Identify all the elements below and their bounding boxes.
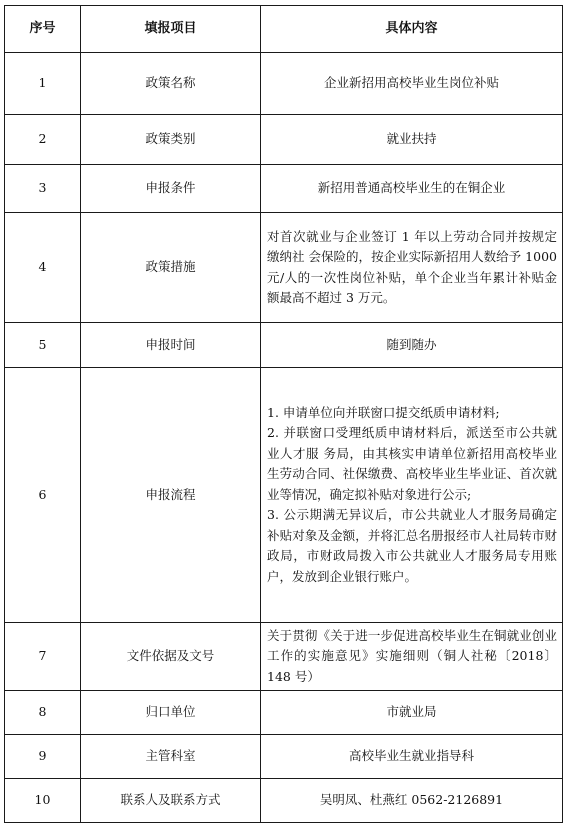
row-content: 高校毕业生就业指导科 — [261, 735, 563, 779]
table-row — [5, 623, 563, 691]
policy-table — [4, 5, 563, 823]
row-number: 8 — [5, 691, 81, 735]
row-item: 归口单位 — [81, 691, 261, 735]
row-content: 随到随办 — [261, 323, 563, 368]
row-number: 6 — [5, 368, 81, 623]
row-content: 对首次就业与企业签订 1 年以上劳动合同并按规定缴纳社 会保险的，按企业实际新招用人数给予 1000 元/人的一次性岗位补贴，单个企业当年累计补贴金额最高不超过 3 万元。 — [261, 213, 563, 323]
table-row — [5, 165, 563, 213]
row-number: 9 — [5, 735, 81, 779]
table-row — [5, 779, 563, 823]
row-content: 吴明凤、杜燕红 0562-2126891 — [261, 779, 563, 823]
row-item: 申报时间 — [81, 323, 261, 368]
row-item: 申报流程 — [81, 368, 261, 623]
header-serial-number: 序号 — [5, 6, 81, 53]
row-number: 1 — [5, 53, 81, 115]
table-header-row — [5, 6, 563, 53]
row-number: 4 — [5, 213, 81, 323]
header-report-item: 填报项目 — [81, 6, 261, 53]
row-item: 政策类别 — [81, 115, 261, 165]
row-item: 主管科室 — [81, 735, 261, 779]
row-content: 就业扶持 — [261, 115, 563, 165]
row-content: 企业新招用高校毕业生岗位补贴 — [261, 53, 563, 115]
row-item: 联系人及联系方式 — [81, 779, 261, 823]
row-number: 5 — [5, 323, 81, 368]
table-row — [5, 323, 563, 368]
row-number: 3 — [5, 165, 81, 213]
row-number: 10 — [5, 779, 81, 823]
table-row — [5, 368, 563, 623]
row-content: 新招用普通高校毕业生的在铜企业 — [261, 165, 563, 213]
table-row — [5, 691, 563, 735]
row-number: 2 — [5, 115, 81, 165]
row-item: 文件依据及文号 — [81, 623, 261, 691]
row-number: 7 — [5, 623, 81, 691]
row-item: 政策措施 — [81, 213, 261, 323]
process-step-2: 2. 并联窗口受理纸质申请材料后，派送至市公共就业人才服 务局，由其核实申请单位新招用高校毕业生劳动合同、社保缴费、高校毕业生毕业证、首次就业等情况，确定拟补贴对象进行公示; — [267, 425, 557, 502]
table-row — [5, 213, 563, 323]
process-step-3: 3. 公示期满无异议后，市公共就业人才服务局确定补贴对象及金额，并将汇总名册报经市人社局转市财政局，市财政局拨入市公共就业人才服务局专用账户，发放到企业银行账户。 — [267, 507, 557, 584]
header-specific-content: 具体内容 — [261, 6, 563, 53]
row-item: 申报条件 — [81, 165, 261, 213]
table-row — [5, 115, 563, 165]
row-content: 市就业局 — [261, 691, 563, 735]
row-content — [261, 368, 563, 623]
process-step-1: 1. 申请单位向并联窗口提交纸质申请材料; — [267, 404, 500, 420]
row-item: 政策名称 — [81, 53, 261, 115]
table-row — [5, 53, 563, 115]
table-row — [5, 735, 563, 779]
row-content: 关于贯彻《关于进一步促进高校毕业生在铜就业创业工作的实施意见》实施细则（铜人社秘〔2018〕148 号） — [261, 623, 563, 691]
